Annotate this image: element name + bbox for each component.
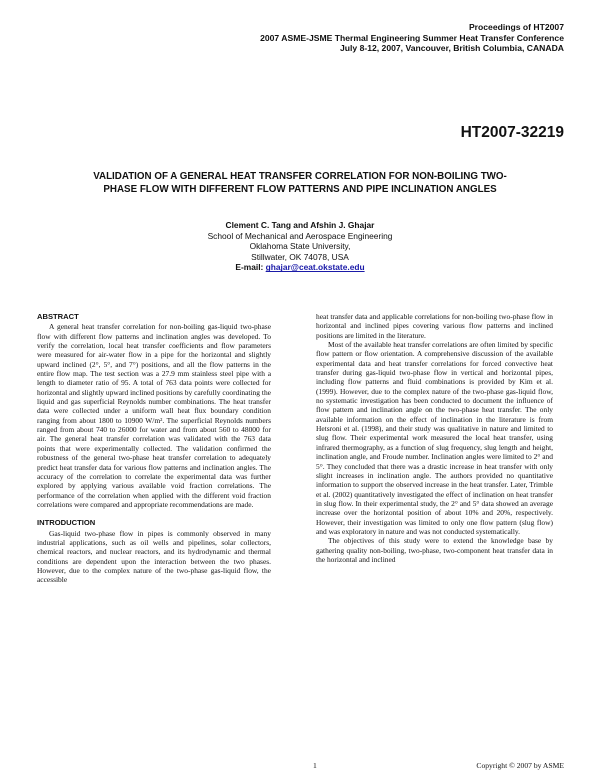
introduction-text: Gas-liquid two-phase flow in pipes is commonly observed in many industrial applications, such as oil wells and pipelines, solar collectors, chemical reactors, and nuclear reactors, and its hydrodynamic and thermal conditions are dependent upon the interaction between the two phases. However, due to the complex nature of the two-phase gas-liquid flow, the accessible [37,528,271,585]
page-number: 1 [313,761,317,770]
paper-title [40,170,560,196]
author-names: Clement C. Tang and Afshin J. Ghajar [225,220,375,230]
conference-dates-location: July 8-12, 2007, Vancouver, British Columbia, CANADA [340,43,564,53]
abstract-text: A general heat transfer correlation for non-boiling gas-liquid two-phase flow with different flow patterns and inclination angles was developed. To verify the correlation, local heat transfer coefficients and flow parameters were measured for air-water flow in a pipe for the horizontal and slightly upward inclined (2°, 5°, and 7°) positions, and all the flow patterns in the entire flow map. The test section was a 27.9 mm stainless steel pipe with a length to diameter ratio of 95. A total of 763 data points were collected for horizontal and slightly upward inclined positions by carefully coordinating the liquid and gas superficial Reynolds number combinations. The heat transfer data were collected under a uniform wall heat flux boundary condition ranging from about 1800 to 10900 W/m². The superficial Reynolds numbers ranged from about 740 to 26000 for water and from about 560 to 48000 for air. The general heat transfer correlation was validated with the 763 data points that were experimentally collected. The validation confirmed the robustness of the general two-phase heat transfer correlation to adequately predict heat transfer data for various flow patterns and inclination angles. The accuracy of the correlation to correlate the experimental data was further explored by applying various available void fraction correlations. The performance of the correlation when applied with the different void fraction correlations were compared and appropriate recommendations are made. [37,322,271,509]
paper-id: HT2007-32219 [460,124,564,141]
author-address: Stillwater, OK 74078, USA [251,251,349,262]
author-school: School of Mechanical and Aerospace Engineering [207,230,393,241]
left-column [37,312,271,585]
right-paragraph-2: Most of the available heat transfer correlations are often limited by specific flow pattern or flow orientation. A comprehensive discussion of the available experimental data and heat transfer correlations for forced convective heat transfer during gas-liquid two-phase flow in vertical and horizontal pipes, including flow patterns and fluid combinations is provided by Kim et al. (1999). However, due to the complex nature of the two-phase gas-liquid flow, no systematic investigation has been conducted to document the influence of flow pattern and inclination angle on the two-phase heat transfer. The only available information on the effect of inclination in the literature is from Hetsroni et al. (1998), and their study was qualitative in nature and limited to slug flow. Their experimental work measured the local heat transfer, using infrared thermography, as a function of slug frequency, slug length and height, inclination angle, and Froude number. Inclination angles were limited to 2° and 5°. They concluded that there was a drastic increase in heat transfer with only slight increases in inclination angle. The authors provided no quantitative information to support the observed increase in the heat transfer. Later, Trimble et al. (2002) quantitatively investigated the effect of inclination on heat transfer in slug flow. In their experimental study, the 2° and 5° data showed an average increase over the horizontal position of about 10% and 20%, respectively. However, their investigation was limited to only one flow pattern (slug flow) and was exploratory in nature and was not conducted systematically. [316,340,553,536]
email-link[interactable]: ghajar@ceat.okstate.edu [265,262,365,273]
author-block [0,220,600,273]
author-email-line [0,262,600,273]
author-university: Oklahoma State University, [249,241,351,252]
conference-name: 2007 ASME-JSME Thermal Engineering Summer Heat Transfer Conference [260,32,564,43]
copyright-notice: Copyright © 2007 by ASME [476,761,564,770]
title-line-2: PHASE FLOW WITH DIFFERENT FLOW PATTERNS AND PIPE INCLINATION ANGLES [103,184,497,195]
title-line-1: VALIDATION OF A GENERAL HEAT TRANSFER CORRELATION FOR NON-BOILING TWO- [93,171,507,182]
introduction-heading: INTRODUCTION [37,518,96,528]
proceedings-title: Proceedings of HT2007 [468,22,564,32]
right-paragraph-1: heat transfer data and applicable correlations for non-boiling two-phase flow in horizontal and inclined pipes covering various flow patterns and inclined positions are limited in the literature. [316,312,553,340]
email-label: E-mail: [235,262,264,273]
right-paragraph-3: The objectives of this study were to extend the knowledge base by gathering quality non-boiling, two-phase, two-component heat transfer data in the horizontal and inclined [316,536,553,564]
right-column [316,312,553,564]
abstract-heading: ABSTRACT [37,312,79,321]
proceedings-header [260,22,564,54]
